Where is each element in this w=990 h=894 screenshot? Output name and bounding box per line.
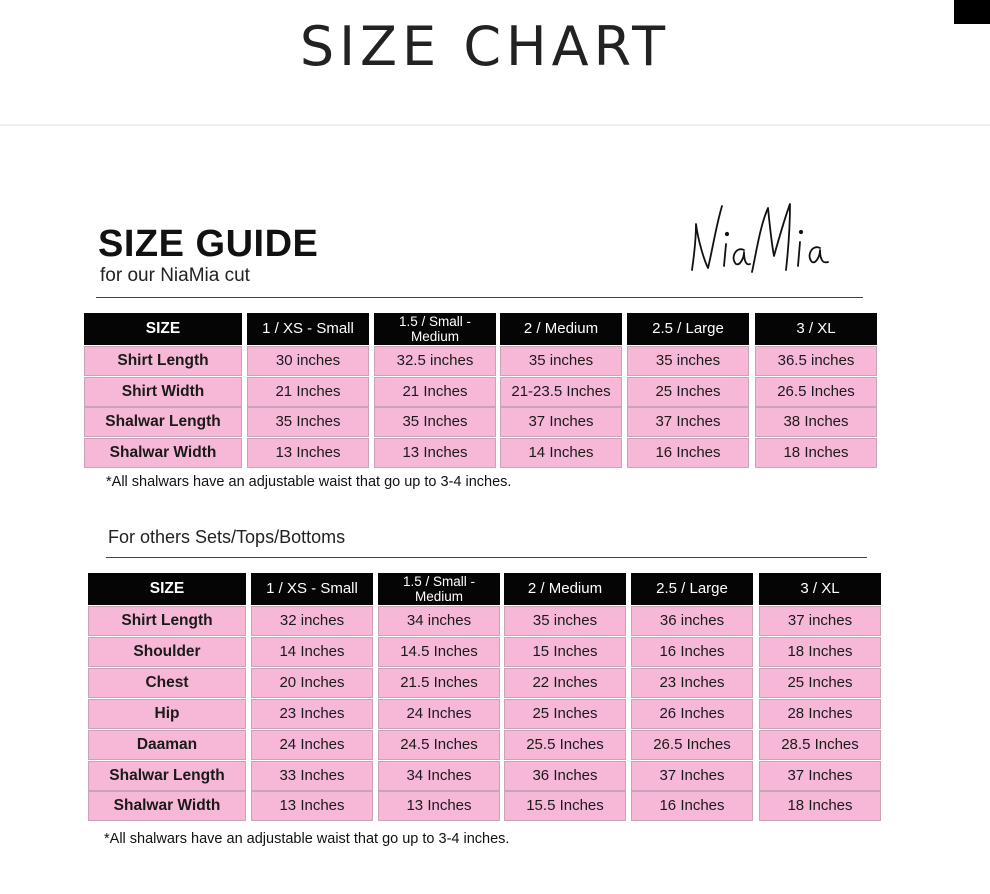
measurement-label: Shirt Length — [84, 346, 242, 376]
table2-note: *All shalwars have an adjustable waist that go up to 3-4 inches. — [104, 831, 510, 847]
measurement-value: 16 Inches — [631, 791, 753, 821]
measurement-value: 35 inches — [500, 346, 622, 376]
measurement-value: 28 Inches — [759, 699, 881, 729]
measurement-value: 13 Inches — [378, 791, 500, 821]
size-column-header: 3 / XL — [755, 313, 877, 345]
size-column-header: 2.5 / Large — [627, 313, 749, 345]
measurement-label: Shirt Width — [84, 377, 242, 407]
table1-note: *All shalwars have an adjustable waist that go up to 3-4 inches. — [106, 474, 512, 490]
measurement-value: 13 Inches — [374, 438, 496, 468]
size-column-header: 1 / XS - Small — [251, 573, 373, 605]
measurement-value: 22 Inches — [504, 668, 626, 698]
measurement-value: 25 Inches — [504, 699, 626, 729]
measurement-label: Shirt Length — [88, 606, 246, 636]
measurement-value: 26 Inches — [631, 699, 753, 729]
size-table-others — [88, 573, 882, 821]
measurement-value: 21-23.5 Inches — [500, 377, 622, 407]
size-column-header: 2 / Medium — [504, 573, 626, 605]
measurement-label: Shoulder — [88, 637, 246, 667]
measurement-value: 18 Inches — [755, 438, 877, 468]
measurement-value: 32 inches — [251, 606, 373, 636]
measurement-value: 36 Inches — [504, 761, 626, 791]
measurement-value: 20 Inches — [251, 668, 373, 698]
size-column-header: 1.5 / Small - Medium — [374, 313, 496, 345]
measurement-value: 13 Inches — [251, 791, 373, 821]
guide-heading: SIZE GUIDE — [98, 223, 319, 265]
measurement-value: 21 Inches — [247, 377, 369, 407]
measurement-value: 14 Inches — [500, 438, 622, 468]
measurement-label: Shalwar Width — [88, 791, 246, 821]
size-header: SIZE — [84, 313, 242, 345]
measurement-value: 36 inches — [631, 606, 753, 636]
measurement-value: 15.5 Inches — [504, 791, 626, 821]
measurement-value: 21 Inches — [374, 377, 496, 407]
section2-label: For others Sets/Tops/Bottoms — [108, 527, 346, 547]
measurement-label: Hip — [88, 699, 246, 729]
measurement-value: 26.5 Inches — [631, 730, 753, 760]
measurement-value: 25 Inches — [759, 668, 881, 698]
measurement-value: 37 Inches — [631, 761, 753, 791]
guide-divider — [96, 297, 863, 298]
measurement-label: Shalwar Length — [84, 407, 242, 437]
measurement-value: 37 Inches — [500, 407, 622, 437]
size-column-header: 3 / XL — [759, 573, 881, 605]
measurement-value: 30 inches — [247, 346, 369, 376]
measurement-value: 37 Inches — [759, 761, 881, 791]
measurement-value: 24 Inches — [378, 699, 500, 729]
measurement-value: 25.5 Inches — [504, 730, 626, 760]
measurement-value: 32.5 inches — [374, 346, 496, 376]
section2-divider — [106, 557, 867, 558]
measurement-value: 34 Inches — [378, 761, 500, 791]
measurement-value: 28.5 Inches — [759, 730, 881, 760]
measurement-label: Daaman — [88, 730, 246, 760]
page-title: SIZE CHART — [299, 15, 671, 78]
measurement-value: 14.5 Inches — [378, 637, 500, 667]
size-header: SIZE — [88, 573, 246, 605]
measurement-value: 35 inches — [504, 606, 626, 636]
measurement-value: 14 Inches — [251, 637, 373, 667]
measurement-value: 23 Inches — [631, 668, 753, 698]
size-table-niamia — [84, 313, 878, 469]
measurement-value: 24 Inches — [251, 730, 373, 760]
measurement-value: 35 Inches — [247, 407, 369, 437]
measurement-value: 37 Inches — [627, 407, 749, 437]
measurement-label: Shalwar Length — [88, 761, 246, 791]
measurement-value: 23 Inches — [251, 699, 373, 729]
measurement-value: 26.5 Inches — [755, 377, 877, 407]
niamia-logo — [686, 196, 856, 280]
guide-subheading: for our NiaMia cut — [100, 265, 250, 286]
size-column-header: 1 / XS - Small — [247, 313, 369, 345]
measurement-value: 33 Inches — [251, 761, 373, 791]
measurement-label: Shalwar Width — [84, 438, 242, 468]
size-column-header: 2.5 / Large — [631, 573, 753, 605]
measurement-label: Chest — [88, 668, 246, 698]
measurement-value: 21.5 Inches — [378, 668, 500, 698]
measurement-value: 38 Inches — [755, 407, 877, 437]
measurement-value: 25 Inches — [627, 377, 749, 407]
header-divider — [0, 124, 990, 126]
measurement-value: 36.5 inches — [755, 346, 877, 376]
size-column-header: 1.5 / Small - Medium — [378, 573, 500, 605]
measurement-value: 35 Inches — [374, 407, 496, 437]
measurement-value: 34 inches — [378, 606, 500, 636]
measurement-value: 16 Inches — [631, 637, 753, 667]
measurement-value: 18 Inches — [759, 791, 881, 821]
measurement-value: 16 Inches — [627, 438, 749, 468]
measurement-value: 13 Inches — [247, 438, 369, 468]
measurement-value: 35 inches — [627, 346, 749, 376]
size-column-header: 2 / Medium — [500, 313, 622, 345]
measurement-value: 18 Inches — [759, 637, 881, 667]
measurement-value: 15 Inches — [504, 637, 626, 667]
measurement-value: 24.5 Inches — [378, 730, 500, 760]
measurement-value: 37 inches — [759, 606, 881, 636]
